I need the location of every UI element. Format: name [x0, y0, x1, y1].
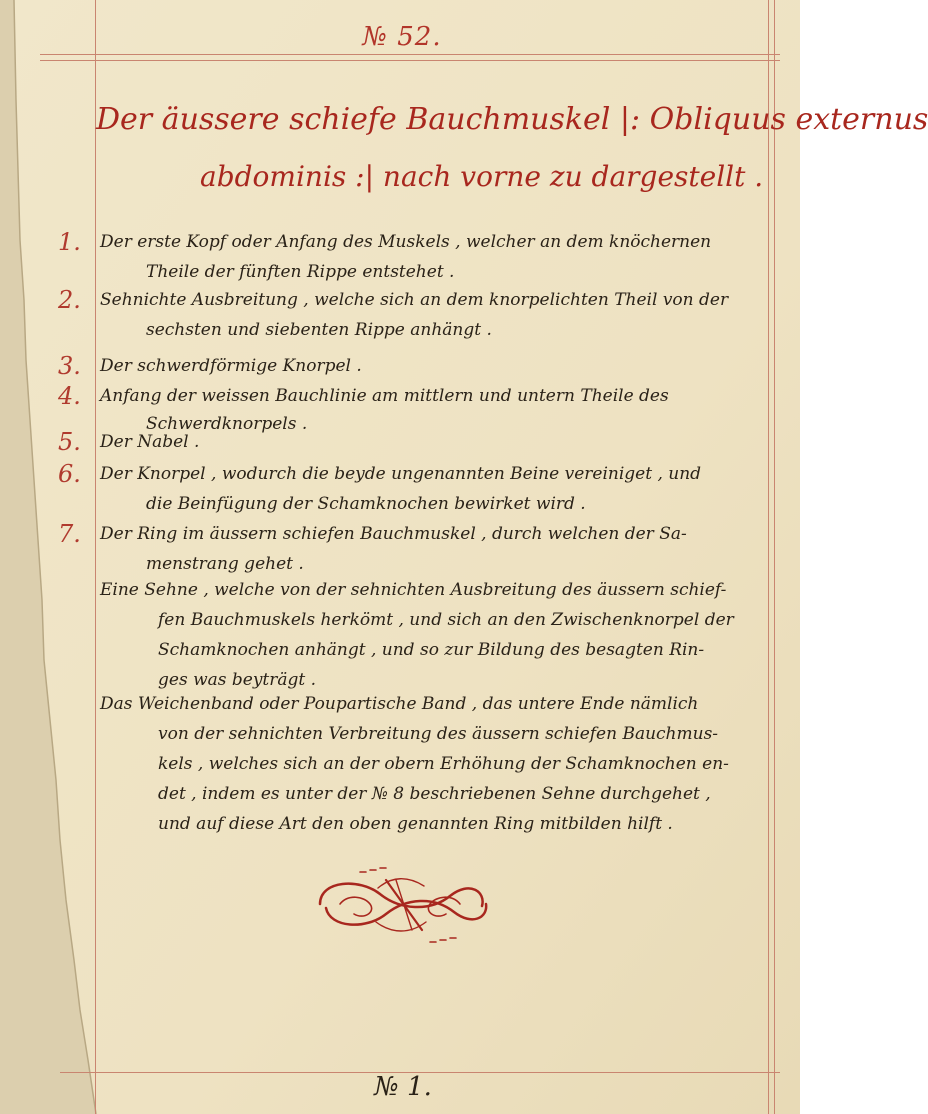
entry-line: Der erste Kopf oder Anfang des Muskels , welcher an dem knöchernen	[100, 232, 712, 252]
entry-line: Der Ring im äussern schiefen Bauchmuskel , durch welchen der Sa-	[100, 524, 687, 544]
entry-line: Der Nabel .	[100, 432, 200, 452]
entry-line: fen Bauchmuskels herkömt , und sich an den Zwischenknorpel der	[158, 610, 734, 630]
entry-number: 6.	[58, 460, 81, 488]
entry-line: det , indem es unter der № 8 beschriebenen Sehne durchgehet ,	[158, 784, 711, 804]
entry-number: 1.	[58, 228, 81, 256]
frame-line-top	[40, 54, 780, 55]
entry-line: ges was beyträgt .	[158, 670, 317, 690]
footer-signature-number: № 1.	[374, 1072, 432, 1102]
entry-line: Das Weichenband oder Poupartische Band , das untere Ende nämlich	[100, 694, 699, 714]
frame-line-left	[95, 0, 96, 1114]
title-line-1: Der äussere schiefe Bauchmuskel |: Obliquus externus	[96, 102, 928, 137]
entry-line: Theile der fünften Rippe entstehet .	[146, 262, 455, 282]
entry-line: Schamknochen anhängt , und so zur Bildung des besagten Rin-	[158, 640, 705, 660]
entry-line: Der schwerdförmige Knorpel .	[100, 356, 362, 376]
frame-line-right-outer	[774, 0, 775, 1114]
entry-line: sechsten und siebenten Rippe anhängt .	[146, 320, 492, 340]
entry-line: die Beinfügung der Schamknochen bewirket wird .	[146, 494, 586, 514]
frame-line-right	[768, 0, 769, 1114]
entry-line: Schwerdknorpels .	[146, 414, 308, 434]
entry-line: kels , welches sich an der obern Erhöhung der Schamknochen en-	[158, 754, 729, 774]
entry-line: menstrang gehet .	[146, 554, 304, 574]
entry-line: von der sehnichten Verbreitung des äussern schiefen Bauchmus-	[158, 724, 719, 744]
entry-number: 7.	[58, 520, 81, 548]
entry-number: 5.	[58, 428, 81, 456]
entry-line: Eine Sehne , welche von der sehnichten Ausbreitung des äussern schief-	[100, 580, 727, 600]
entry-line: Anfang der weissen Bauchlinie am mittlern und untern Theile des	[100, 386, 669, 406]
frame-line-top-inner	[40, 60, 780, 61]
entry-line: Sehnichte Ausbreitung , welche sich an dem knorpelichten Theil von der	[100, 290, 729, 310]
calligraphic-flourish-icon	[300, 860, 500, 950]
entry-line: Der Knorpel , wodurch die beyde ungenannten Beine vereiniget , und	[100, 464, 702, 484]
page-number: № 52.	[362, 22, 442, 52]
entry-line: und auf diese Art den oben genannten Ring mitbilden hilft .	[158, 814, 673, 834]
title-line-2: abdominis :| nach vorne zu dargestellt .	[200, 160, 764, 193]
entry-number: 4.	[58, 382, 81, 410]
entry-number: 2.	[58, 286, 81, 314]
entry-number: 3.	[58, 352, 81, 380]
